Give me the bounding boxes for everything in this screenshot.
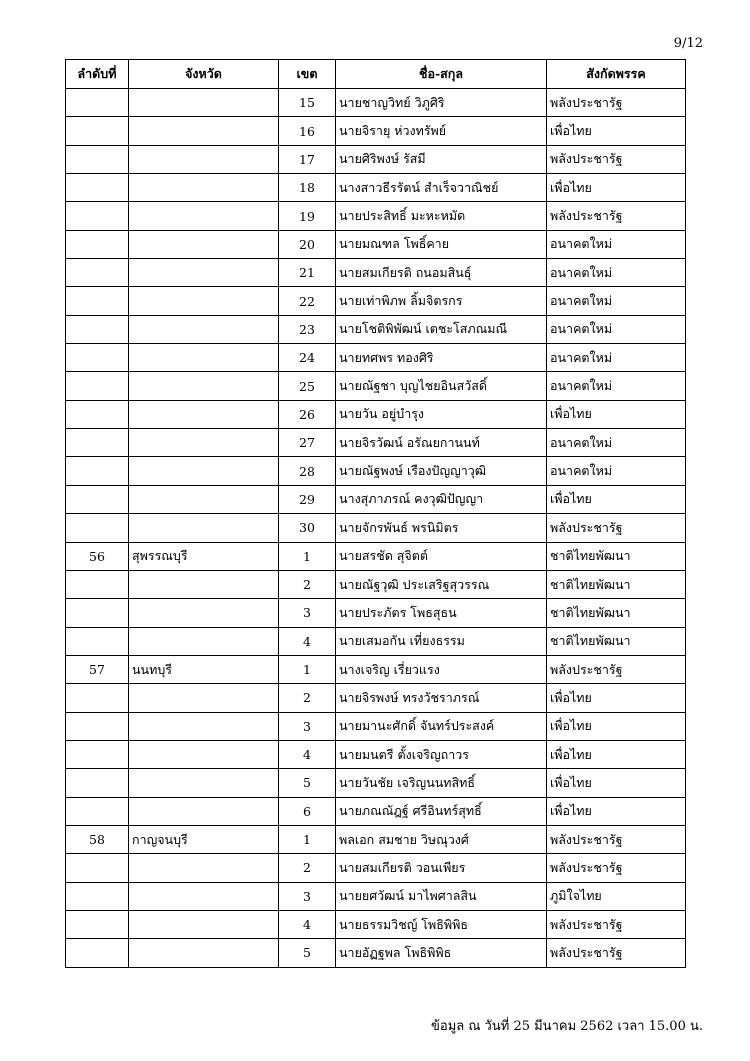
cell-district: 4 <box>279 910 336 938</box>
cell-name: นายณัฐวุฒิ ประเสริฐสุวรรณ <box>336 570 547 598</box>
cell-province <box>129 287 279 315</box>
cell-district: 3 <box>279 599 336 627</box>
cell-party: ชาติไทยพัฒนา <box>547 542 686 570</box>
cell-party: อนาคตใหม่ <box>547 230 686 258</box>
data-timestamp: ข้อมูล ณ วันที่ 25 มีนาคม 2562 เวลา 15.00 น. <box>431 1019 703 1034</box>
cell-seq <box>66 174 129 202</box>
table-row <box>66 712 686 740</box>
cell-seq <box>66 344 129 372</box>
cell-party: อนาคตใหม่ <box>547 315 686 343</box>
cell-district: 2 <box>279 854 336 882</box>
cell-name: นายจักรพันธ์ พรนิมิตร <box>336 514 547 542</box>
cell-seq <box>66 684 129 712</box>
cell-name: นายภณณัฎฐ์ ศรีอินทร์สุทธิ์ <box>336 797 547 825</box>
cell-province <box>129 174 279 202</box>
cell-party: เพื่อไทย <box>547 684 686 712</box>
header-name: ชื่อ-สกุล <box>336 60 547 89</box>
cell-seq <box>66 202 129 230</box>
cell-province <box>129 712 279 740</box>
cell-province <box>129 230 279 258</box>
cell-province <box>129 259 279 287</box>
cell-party: ชาติไทยพัฒนา <box>547 570 686 598</box>
table-row <box>66 797 686 825</box>
cell-name: นายณัฐชา บุญไชยอินสวัสดิ์ <box>336 372 547 400</box>
cell-province <box>129 344 279 372</box>
cell-party: อนาคตใหม่ <box>547 287 686 315</box>
cell-seq <box>66 910 129 938</box>
cell-district: 4 <box>279 740 336 768</box>
cell-district: 1 <box>279 825 336 853</box>
cell-province <box>129 797 279 825</box>
cell-party: อนาคตใหม่ <box>547 429 686 457</box>
cell-province <box>129 514 279 542</box>
table-row <box>66 599 686 627</box>
table-row <box>66 315 686 343</box>
cell-seq <box>66 89 129 117</box>
cell-district: 15 <box>279 89 336 117</box>
cell-province <box>129 145 279 173</box>
table-row <box>66 485 686 513</box>
table-row <box>66 174 686 202</box>
cell-name: นายประสิทธิ์ มะหะหมัด <box>336 202 547 230</box>
table-row <box>66 825 686 853</box>
cell-province: กาญจนบุรี <box>129 825 279 853</box>
table-row <box>66 89 686 117</box>
cell-name: นางสุภาภรณ์ คงวุฒิปัญญา <box>336 485 547 513</box>
cell-party: เพื่อไทย <box>547 117 686 145</box>
cell-party: เพื่อไทย <box>547 174 686 202</box>
cell-name: นายจิรพงษ์ ทรงวัชราภรณ์ <box>336 684 547 712</box>
cell-district: 17 <box>279 145 336 173</box>
table-row <box>66 939 686 967</box>
cell-party: เพื่อไทย <box>547 712 686 740</box>
cell-seq: 58 <box>66 825 129 853</box>
cell-name: นายศิริพงษ์ รัสมี <box>336 145 547 173</box>
header-district: เขต <box>279 60 336 89</box>
cell-district: 16 <box>279 117 336 145</box>
cell-province: สุพรรณบุรี <box>129 542 279 570</box>
cell-name: นายสมเกียรติ ถนอมสินธุ์ <box>336 259 547 287</box>
cell-district: 21 <box>279 259 336 287</box>
cell-district: 27 <box>279 429 336 457</box>
table-row <box>66 400 686 428</box>
table-row <box>66 882 686 910</box>
cell-party: ชาติไทยพัฒนา <box>547 599 686 627</box>
cell-province <box>129 400 279 428</box>
cell-name: พลเอก สมชาย วิษณุวงศ์ <box>336 825 547 853</box>
cell-district: 6 <box>279 797 336 825</box>
table-row <box>66 117 686 145</box>
cell-district: 25 <box>279 372 336 400</box>
cell-district: 3 <box>279 882 336 910</box>
cell-district: 19 <box>279 202 336 230</box>
table-row <box>66 910 686 938</box>
cell-seq <box>66 740 129 768</box>
table-row <box>66 854 686 882</box>
cell-seq <box>66 627 129 655</box>
cell-name: นายประภัตร โพธสุธน <box>336 599 547 627</box>
cell-seq <box>66 882 129 910</box>
cell-name: นายอัฏฐพล โพธิพิพิธ <box>336 939 547 967</box>
table-row <box>66 769 686 797</box>
header-row <box>66 60 686 89</box>
cell-district: 2 <box>279 684 336 712</box>
cell-district: 28 <box>279 457 336 485</box>
cell-name: นายสรชัด สุจิตต์ <box>336 542 547 570</box>
cell-province <box>129 429 279 457</box>
cell-party: พลังประชารัฐ <box>547 655 686 683</box>
table-row <box>66 684 686 712</box>
cell-name: นายชาญวิทย์ วิภูศิริ <box>336 89 547 117</box>
cell-party: อนาคตใหม่ <box>547 259 686 287</box>
cell-seq <box>66 372 129 400</box>
table-row <box>66 202 686 230</box>
cell-party: พลังประชารัฐ <box>547 202 686 230</box>
cell-party: เพื่อไทย <box>547 485 686 513</box>
cell-district: 1 <box>279 655 336 683</box>
cell-district: 20 <box>279 230 336 258</box>
cell-name: นายสมเกียรติ วอนเพียร <box>336 854 547 882</box>
cell-seq <box>66 712 129 740</box>
page-number: 9/12 <box>673 36 703 51</box>
cell-district: 5 <box>279 769 336 797</box>
cell-province <box>129 910 279 938</box>
cell-province: นนทบุรี <box>129 655 279 683</box>
cell-party: พลังประชารัฐ <box>547 89 686 117</box>
cell-province <box>129 882 279 910</box>
cell-party: พลังประชารัฐ <box>547 854 686 882</box>
cell-party: อนาคตใหม่ <box>547 344 686 372</box>
cell-district: 23 <box>279 315 336 343</box>
cell-district: 4 <box>279 627 336 655</box>
cell-district: 30 <box>279 514 336 542</box>
cell-name: นายจิรายุ ห่วงทรัพย์ <box>336 117 547 145</box>
cell-province <box>129 202 279 230</box>
cell-seq <box>66 315 129 343</box>
cell-name: นายทศพร ทองศิริ <box>336 344 547 372</box>
cell-name: นางสาวธีรรัตน์ สำเร็จวาณิชย์ <box>336 174 547 202</box>
cell-name: นายเสมอกัน เที่ยงธรรม <box>336 627 547 655</box>
cell-name: นายวันชัย เจริญนนทสิทธิ์ <box>336 769 547 797</box>
cell-seq <box>66 769 129 797</box>
cell-seq: 57 <box>66 655 129 683</box>
table-row <box>66 344 686 372</box>
cell-district: 3 <box>279 712 336 740</box>
table-row <box>66 145 686 173</box>
cell-seq <box>66 570 129 598</box>
cell-name: นายมนตรี ตั้งเจริญถาวร <box>336 740 547 768</box>
cell-seq <box>66 429 129 457</box>
cell-seq <box>66 514 129 542</box>
header-party: สังกัดพรรค <box>547 60 686 89</box>
table-body <box>66 89 686 968</box>
cell-party: อนาคตใหม่ <box>547 457 686 485</box>
table-row <box>66 372 686 400</box>
cell-name: นายยศวัฒน์ มาไพศาลสิน <box>336 882 547 910</box>
table-row <box>66 429 686 457</box>
table-row <box>66 542 686 570</box>
cell-name: นายมานะศักดิ์ จันทร์ประสงค์ <box>336 712 547 740</box>
cell-name: นายจิรวัฒน์ อรัณยกานนท์ <box>336 429 547 457</box>
table-row <box>66 287 686 315</box>
cell-district: 2 <box>279 570 336 598</box>
table-row <box>66 627 686 655</box>
cell-province <box>129 570 279 598</box>
cell-seq <box>66 457 129 485</box>
cell-name: นายมณฑล โพธิ์คาย <box>336 230 547 258</box>
cell-seq <box>66 939 129 967</box>
cell-seq: 56 <box>66 542 129 570</box>
table-row <box>66 457 686 485</box>
cell-seq <box>66 117 129 145</box>
cell-party: เพื่อไทย <box>547 740 686 768</box>
cell-name: นายเท่าพิภพ ลิ้มจิตรกร <box>336 287 547 315</box>
cell-party: พลังประชารัฐ <box>547 145 686 173</box>
cell-party: พลังประชารัฐ <box>547 514 686 542</box>
cell-party: เพื่อไทย <box>547 797 686 825</box>
cell-district: 26 <box>279 400 336 428</box>
cell-party: อนาคตใหม่ <box>547 372 686 400</box>
cell-province <box>129 684 279 712</box>
cell-party: เพื่อไทย <box>547 769 686 797</box>
cell-district: 1 <box>279 542 336 570</box>
cell-seq <box>66 854 129 882</box>
cell-district: 29 <box>279 485 336 513</box>
header-seq: ลำดับที่ <box>66 60 129 89</box>
table-row <box>66 259 686 287</box>
cell-seq <box>66 400 129 428</box>
table-row <box>66 230 686 258</box>
cell-province <box>129 939 279 967</box>
cell-seq <box>66 230 129 258</box>
cell-district: 18 <box>279 174 336 202</box>
cell-district: 24 <box>279 344 336 372</box>
cell-seq <box>66 599 129 627</box>
cell-name: นายณัฐพงษ์ เรืองปัญญาวุฒิ <box>336 457 547 485</box>
cell-party: เพื่อไทย <box>547 400 686 428</box>
table-row <box>66 655 686 683</box>
cell-seq <box>66 287 129 315</box>
cell-district: 5 <box>279 939 336 967</box>
cell-party: พลังประชารัฐ <box>547 825 686 853</box>
cell-province <box>129 769 279 797</box>
table-row <box>66 570 686 598</box>
cell-province <box>129 627 279 655</box>
mp-roster-table <box>65 59 686 968</box>
cell-name: นายธรรมวิชญ์ โพธิพิพิธ <box>336 910 547 938</box>
cell-province <box>129 740 279 768</box>
cell-party: พลังประชารัฐ <box>547 939 686 967</box>
cell-province <box>129 89 279 117</box>
cell-province <box>129 457 279 485</box>
table-row <box>66 514 686 542</box>
cell-name: นางเจริญ เรี่ยวแรง <box>336 655 547 683</box>
table-row <box>66 740 686 768</box>
cell-name: นายวัน อยู่บำรุง <box>336 400 547 428</box>
cell-party: ภูมิใจไทย <box>547 882 686 910</box>
cell-province <box>129 372 279 400</box>
cell-province <box>129 599 279 627</box>
cell-seq <box>66 145 129 173</box>
cell-province <box>129 315 279 343</box>
cell-name: นายโชติพิพัฒน์ เตชะโสภณมณี <box>336 315 547 343</box>
cell-seq <box>66 485 129 513</box>
cell-province <box>129 117 279 145</box>
cell-province <box>129 485 279 513</box>
cell-party: พลังประชารัฐ <box>547 910 686 938</box>
cell-province <box>129 854 279 882</box>
cell-party: ชาติไทยพัฒนา <box>547 627 686 655</box>
cell-seq <box>66 259 129 287</box>
cell-district: 22 <box>279 287 336 315</box>
header-province: จังหวัด <box>129 60 279 89</box>
cell-seq <box>66 797 129 825</box>
